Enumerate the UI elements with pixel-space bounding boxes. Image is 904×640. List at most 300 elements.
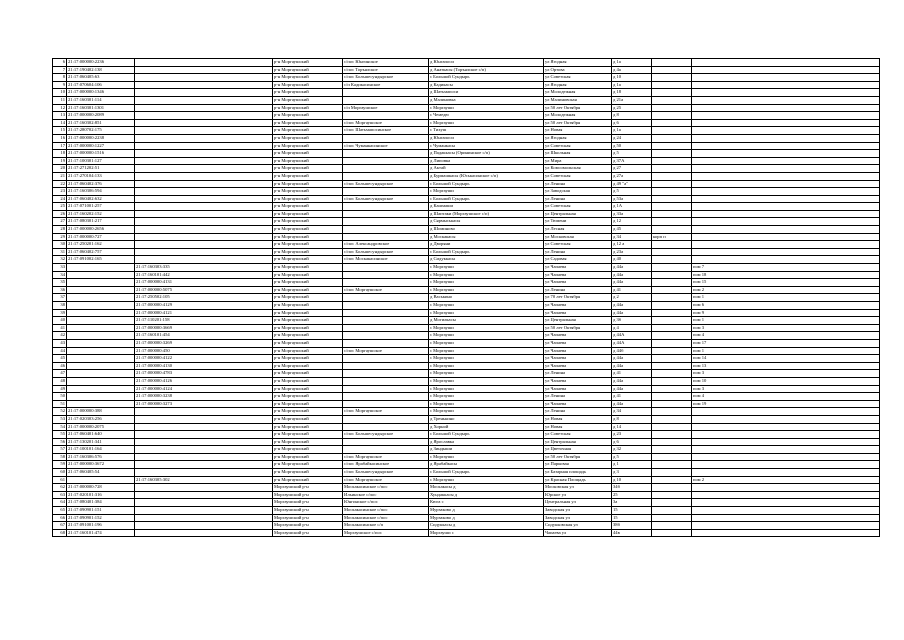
apartment-cell (692, 188, 880, 196)
house-cell: д 44А (612, 339, 652, 347)
table-row (53, 119, 880, 127)
locality-cell: с Моргауши (429, 377, 544, 385)
street-cell: ул Тюмени (544, 218, 612, 226)
cadastral-room-number-cell: 21:17:110201:158 (135, 317, 273, 325)
street-cell: ул Чапаева (544, 362, 612, 370)
house-cell: д 44а (612, 264, 652, 272)
house-cell: д 53а (612, 195, 652, 203)
row-number-cell: 62 (53, 484, 67, 492)
locality-cell: с Чемедю (429, 112, 544, 120)
locality-cell: д Москакасы (429, 233, 544, 241)
cadastral-room-number-cell (135, 81, 273, 89)
settlement-cell: с/пос Большесундырское (343, 180, 429, 188)
table-row (53, 59, 880, 67)
table-row (53, 180, 880, 188)
row-number-cell: 56 (53, 438, 67, 446)
row-number-cell: 45 (53, 355, 67, 363)
table-row (53, 317, 880, 325)
row-number-cell: 15 (53, 127, 67, 135)
cadastral-number-cell: 21:17:060401:640 (67, 431, 135, 439)
cadastral-number-cell: 21:17:100101:164 (67, 446, 135, 454)
settlement-cell: с/пос Большесундырское (343, 74, 429, 82)
street-cell: ул Чапаева (544, 332, 612, 340)
building-cell (652, 180, 692, 188)
cadastral-number-cell: 21:17:000000:2075 (67, 423, 135, 431)
cadastral-number-cell: 21:17:160306:576 (67, 453, 135, 461)
settlement-cell (343, 271, 429, 279)
street-cell: ул Центральная (544, 317, 612, 325)
cadastral-room-number-cell (135, 96, 273, 104)
table-row (53, 112, 880, 120)
house-cell: д 10 (612, 74, 652, 82)
table-row (53, 431, 880, 439)
locality-cell: с Большой Сундырь (429, 431, 544, 439)
locality-cell: с Моргауши (429, 119, 544, 127)
table-row (53, 286, 880, 294)
building-cell (652, 66, 692, 74)
cadastral-room-number-cell (135, 89, 273, 97)
table-row (53, 127, 880, 135)
district-cell: р-н Моргаушский (273, 446, 343, 454)
settlement-cell: с/п Кадикасинское (343, 81, 429, 89)
locality-cell: д Зиндыши (429, 446, 544, 454)
cadastral-room-number-cell (135, 226, 273, 234)
cadastral-number-cell (67, 317, 135, 325)
row-number-cell: 8 (53, 74, 67, 82)
cadastral-room-number-cell: 21:17:000000:4129 (135, 302, 273, 310)
district-cell: р-н Моргаушский (273, 89, 343, 97)
table-row (53, 104, 880, 112)
locality-cell: с Большой Сундырь (429, 469, 544, 477)
table-row (53, 294, 880, 302)
street-cell: ул Чапаева (544, 279, 612, 287)
locality-cell: д Кадикасы (429, 81, 544, 89)
building-cell (652, 377, 692, 385)
house-cell: д 44а (612, 355, 652, 363)
cadastral-number-cell: 21:17:091002:165 (67, 256, 135, 264)
table-row (53, 96, 880, 104)
cadastral-room-number-cell (135, 218, 273, 226)
apartment-cell (692, 165, 880, 173)
row-number-cell: 7 (53, 66, 67, 74)
district-cell: Моргаушский р-н (273, 514, 343, 522)
table-row (53, 507, 880, 515)
cadastral-room-number-cell (135, 453, 273, 461)
locality-cell: д Тренькино (429, 415, 544, 423)
table-row (53, 218, 880, 226)
locality-cell: с Моргауши (429, 385, 544, 393)
table-row (53, 393, 880, 401)
settlement-cell (343, 377, 429, 385)
building-cell (652, 355, 692, 363)
cadastral-room-number-cell (135, 438, 273, 446)
building-cell (652, 514, 692, 522)
apartment-cell (692, 195, 880, 203)
table-row (53, 188, 880, 196)
apartment-cell (692, 180, 880, 188)
building-cell (652, 104, 692, 112)
settlement-cell (343, 355, 429, 363)
cadastral-room-number-cell (135, 514, 273, 522)
settlement-cell (343, 370, 429, 378)
district-cell: р-н Моргаушский (273, 279, 343, 287)
row-number-cell: 26 (53, 210, 67, 218)
cadastral-room-number-cell (135, 210, 273, 218)
settlement-cell (343, 393, 429, 401)
apartment-cell (692, 74, 880, 82)
locality-cell: с Моргауши (429, 279, 544, 287)
cadastral-room-number-cell (135, 408, 273, 416)
table-row (53, 408, 880, 416)
house-cell: д 41 (612, 286, 652, 294)
cadastral-number-cell: 21:17:000000:1516 (67, 150, 135, 158)
apartment-cell (692, 127, 880, 135)
table-row (53, 514, 880, 522)
cadastral-room-number-cell: 21:17:250502:105 (135, 294, 273, 302)
cadastral-room-number-cell (135, 104, 273, 112)
district-cell: р-н Моргаушский (273, 81, 343, 89)
row-number-cell: 66 (53, 514, 67, 522)
house-cell: д 49 "а" (612, 180, 652, 188)
house-cell: д 10 (612, 476, 652, 484)
settlement-cell (343, 218, 429, 226)
street-cell: ул Чапаева (544, 347, 612, 355)
settlement-cell: с/пос Александровское (343, 241, 429, 249)
table-row (53, 377, 880, 385)
row-number-cell: 6 (53, 59, 67, 67)
row-number-cell: 21 (53, 172, 67, 180)
street-cell: Юрское ул (544, 491, 612, 499)
building-cell (652, 150, 692, 158)
cadastral-room-number-cell: 21:17:000000:4124 (135, 385, 273, 393)
house-cell: д 44б (612, 347, 652, 355)
house-cell: 25 (612, 491, 652, 499)
apartment-cell (692, 431, 880, 439)
apartment-cell: пом 19 (692, 400, 880, 408)
table-row (53, 529, 880, 537)
district-cell: Моргаушский р-н (273, 529, 343, 537)
cadastral-room-number-cell (135, 241, 273, 249)
district-cell: р-н Моргаушский (273, 324, 343, 332)
settlement-cell (343, 446, 429, 454)
cadastral-room-number-cell (135, 150, 273, 158)
building-cell (652, 241, 692, 249)
building-cell (652, 210, 692, 218)
locality-cell: с Моргауши (429, 370, 544, 378)
settlement-cell (343, 226, 429, 234)
street-cell: ул 50 лет Октября (544, 324, 612, 332)
cadastral-number-cell: 21:17:160306:594 (67, 188, 135, 196)
locality-cell: д Хорной (429, 423, 544, 431)
cadastral-number-cell: 21:17:060402:757 (67, 248, 135, 256)
house-cell: д 32 (612, 446, 652, 454)
street-cell: ул Молодежная (544, 112, 612, 120)
table-row (53, 157, 880, 165)
cadastral-room-number-cell: 21:17:000000:4122 (135, 355, 273, 363)
district-cell: р-н Моргаушский (273, 469, 343, 477)
house-cell: д 1а (612, 81, 652, 89)
district-cell: р-н Моргаушский (273, 400, 343, 408)
cadastral-number-cell: 21:17:080301:217 (67, 218, 135, 226)
cadastral-number-cell: 21:17:000000:2238 (67, 134, 135, 142)
building-cell (652, 172, 692, 180)
building-cell (652, 453, 692, 461)
cadastral-number-cell: 21:17:280702:175 (67, 127, 135, 135)
street-cell: ул Чапаева (544, 385, 612, 393)
locality-cell: с Моргауши (429, 339, 544, 347)
row-number-cell: 30 (53, 241, 67, 249)
house-cell: д 5 (612, 453, 652, 461)
district-cell: р-н Моргаушский (273, 294, 343, 302)
locality-cell: с Моргауши (429, 393, 544, 401)
locality-cell: Кюга с (429, 499, 544, 507)
locality-cell: с Моргауши (429, 408, 544, 416)
locality-cell: с Чуманкасы (429, 142, 544, 150)
district-cell: р-н Моргаушский (273, 74, 343, 82)
apartment-cell: пом 18 (692, 271, 880, 279)
building-cell (652, 127, 692, 135)
building-cell (652, 226, 692, 234)
street-cell: ул Советская (544, 241, 612, 249)
district-cell: Моргаушский р-н (273, 507, 343, 515)
house-cell: 34б (612, 484, 652, 492)
cadastral-number-cell: 21:17:071001:257 (67, 203, 135, 211)
house-cell: д 18 (612, 89, 652, 97)
building-cell (652, 446, 692, 454)
locality-cell: с Большой Сундырь (429, 74, 544, 82)
street-cell: ул 50 лет Октября (544, 453, 612, 461)
row-number-cell: 44 (53, 347, 67, 355)
table-row (53, 134, 880, 142)
cadastral-number-cell (67, 332, 135, 340)
street-cell: ул Новая (544, 423, 612, 431)
table-row (53, 484, 880, 492)
table-row (53, 248, 880, 256)
cadastral-room-number-cell (135, 172, 273, 180)
cadastral-number-cell: 21:17:000000:2656 (67, 226, 135, 234)
house-cell: д 33а (612, 210, 652, 218)
settlement-cell (343, 309, 429, 317)
cadastral-number-cell: 21:17:080401:384 (67, 499, 135, 507)
district-cell: р-н Моргаушский (273, 134, 343, 142)
house-cell: 38б (612, 522, 652, 530)
house-cell: д 44А (612, 332, 652, 340)
street-cell: Чапаева ул (544, 529, 612, 537)
street-cell: Заводская ул (544, 507, 612, 515)
apartment-cell (692, 210, 880, 218)
street-cell: ул Ленина (544, 408, 612, 416)
district-cell: р-н Моргаушский (273, 188, 343, 196)
table-row (53, 461, 880, 469)
district-cell: р-н Моргаушский (273, 180, 343, 188)
row-number-cell: 27 (53, 218, 67, 226)
house-cell: д 41 (612, 393, 652, 401)
apartment-cell (692, 134, 880, 142)
street-cell: ул Чапаева (544, 355, 612, 363)
apartment-cell (692, 150, 880, 158)
locality-cell: д Шаптаки (Моргаушское с/п) (429, 210, 544, 218)
street-cell: ул Цветочная (544, 446, 612, 454)
cadastral-number-cell (67, 347, 135, 355)
row-number-cell: 68 (53, 529, 67, 537)
district-cell: р-н Моргаушский (273, 150, 343, 158)
apartment-cell (692, 96, 880, 104)
row-number-cell: 14 (53, 119, 67, 127)
street-cell: ул Садовая (544, 256, 612, 264)
building-cell (652, 332, 692, 340)
cadastral-number-cell (67, 400, 135, 408)
locality-cell: д Юнгапоси (429, 59, 544, 67)
cadastral-number-cell (67, 370, 135, 378)
building-cell (652, 385, 692, 393)
cadastral-room-number-cell: 21:17:160101:442 (135, 271, 273, 279)
cadastral-number-cell: 21:17:000000:388 (67, 408, 135, 416)
district-cell: р-н Моргаушский (273, 59, 343, 67)
locality-cell: д Шоминово (429, 226, 544, 234)
cadastral-number-cell (67, 476, 135, 484)
row-number-cell: 64 (53, 499, 67, 507)
apartment-cell: пом 4 (692, 393, 880, 401)
cadastral-number-cell: 21:17:020303:256 (67, 415, 135, 423)
apartment-cell (692, 499, 880, 507)
apartment-cell (692, 172, 880, 180)
locality-cell: д Ярабайкасы (429, 461, 544, 469)
street-cell: ул Центральная (544, 438, 612, 446)
table-row (53, 203, 880, 211)
district-cell: р-н Моргаушский (273, 203, 343, 211)
apartment-cell (692, 453, 880, 461)
locality-cell: с Моргауши (429, 271, 544, 279)
apartment-cell (692, 157, 880, 165)
table-row (53, 347, 880, 355)
cadastral-number-cell: 21:17:160101:474 (67, 529, 135, 537)
locality-cell: Мурзаково д (429, 507, 544, 515)
table-row (53, 241, 880, 249)
table-row (53, 339, 880, 347)
locality-cell: с Моргауши (429, 324, 544, 332)
district-cell: Моргаушский р-н (273, 522, 343, 530)
street-cell: ул Ленина (544, 286, 612, 294)
cadastral-room-number-cell (135, 74, 273, 82)
locality-cell: д Липовка (429, 157, 544, 165)
house-cell: д 1а (612, 127, 652, 135)
cadastral-number-cell: 21:17:000000:2089 (67, 112, 135, 120)
street-cell: ул Чапаева (544, 377, 612, 385)
locality-cell: д Васькино (429, 294, 544, 302)
district-cell: р-н Моргаушский (273, 476, 343, 484)
settlement-cell (343, 112, 429, 120)
row-number-cell: 46 (53, 362, 67, 370)
street-cell: ул Ленина (544, 248, 612, 256)
settlement-cell (343, 294, 429, 302)
street-cell: ул Чапаева (544, 339, 612, 347)
apartment-cell: пом 1 (692, 294, 880, 302)
row-number-cell: 35 (53, 279, 67, 287)
apartment-cell (692, 226, 880, 234)
row-number-cell: 55 (53, 431, 67, 439)
table-row (53, 499, 880, 507)
row-number-cell: 34 (53, 271, 67, 279)
cadastral-room-number-cell: 21:17:000000:4126 (135, 377, 273, 385)
table-row (53, 446, 880, 454)
apartment-cell (692, 81, 880, 89)
district-cell: р-н Моргаушский (273, 393, 343, 401)
settlement-cell (343, 332, 429, 340)
row-number-cell: 53 (53, 415, 67, 423)
locality-cell: с Тихуш (429, 127, 544, 135)
house-cell: д 44а (612, 362, 652, 370)
row-number-cell: 12 (53, 104, 67, 112)
settlement-cell (343, 385, 429, 393)
street-cell: ул Новая (544, 127, 612, 135)
house-cell: д 23 (612, 431, 652, 439)
house-cell: д 37А (612, 157, 652, 165)
district-cell: р-н Моргаушский (273, 195, 343, 203)
table-row (53, 66, 880, 74)
cadastral-number-cell: 21:17:160301:1301 (67, 104, 135, 112)
apartment-cell (692, 241, 880, 249)
house-cell: д 1А (612, 203, 652, 211)
apartment-cell (692, 203, 880, 211)
locality-cell: с Моргауши (429, 453, 544, 461)
locality-cell: д Кашмаши (429, 203, 544, 211)
cadastral-number-cell (67, 271, 135, 279)
building-cell (652, 476, 692, 484)
settlement-cell: с/пос Ярабайкасинское (343, 461, 429, 469)
district-cell: р-н Моргаушский (273, 362, 343, 370)
settlement-cell (343, 203, 429, 211)
apartment-cell (692, 522, 880, 530)
district-cell: р-н Моргаушский (273, 317, 343, 325)
locality-cell: д Анаткасы (Торъялское с/п) (429, 66, 544, 74)
house-cell: д 44а (612, 400, 652, 408)
cadastral-room-number-cell (135, 248, 273, 256)
settlement-cell: с/п Моргаушское (343, 104, 429, 112)
settlement-cell: Юнгинское с/пос (343, 499, 429, 507)
settlement-cell (343, 362, 429, 370)
cadastral-number-cell: 21:17:000000:3672 (67, 461, 135, 469)
locality-cell: с Моргауши (429, 264, 544, 272)
settlement-cell (343, 172, 429, 180)
house-cell: д 21а (612, 96, 652, 104)
cadastral-room-number-cell (135, 142, 273, 150)
street-cell: ул Советская (544, 74, 612, 82)
table-row (53, 324, 880, 332)
settlement-cell (343, 400, 429, 408)
table-row (53, 438, 880, 446)
street-cell: ул Малиновская (544, 96, 612, 104)
settlement-cell: с/пос Моргаушское (343, 476, 429, 484)
house-cell: 15 (612, 507, 652, 515)
row-number-cell: 48 (53, 377, 67, 385)
street-cell: ул 50 лет Октября (544, 119, 612, 127)
row-number-cell: 65 (53, 507, 67, 515)
cadastral-number-cell: 21:17:271202:51 (67, 165, 135, 173)
street-cell: ул 50 лет Октября (544, 104, 612, 112)
district-cell: р-н Моргаушский (273, 286, 343, 294)
row-number-cell: 57 (53, 446, 67, 454)
table-row (53, 81, 880, 89)
apartment-cell (692, 529, 880, 537)
building-cell (652, 529, 692, 537)
settlement-cell: с/пос Большесундырское (343, 469, 429, 477)
row-number-cell: 31 (53, 248, 67, 256)
building-cell (652, 59, 692, 67)
house-cell: д 44а (612, 309, 652, 317)
street-cell: ул Чапаева (544, 264, 612, 272)
cadastral-room-number-cell: 21:17:000000:450 (135, 347, 273, 355)
row-number-cell: 40 (53, 317, 67, 325)
